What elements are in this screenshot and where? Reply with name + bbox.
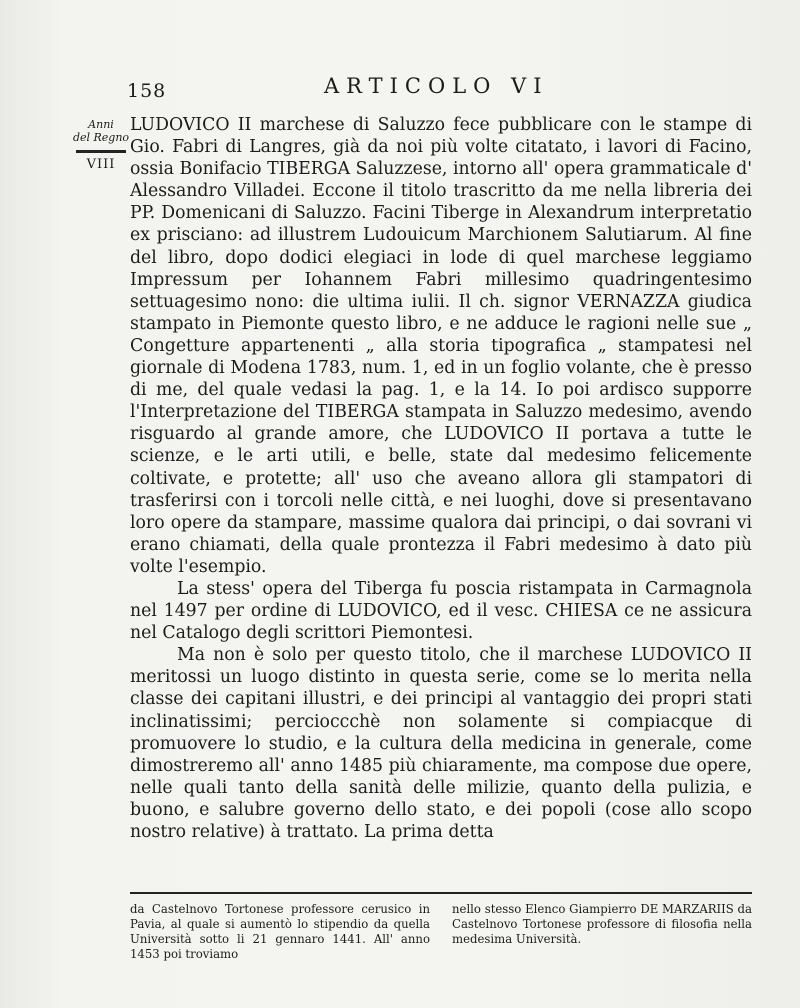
footnote-left: da Castelnovo Tortonese professore cerusico in Pavia, al quale si aumentò lo stipendio da quella Università sotto li 21 gennaro 1441. All' anno 1453 poi troviamo: [130, 902, 430, 961]
page-number: 158: [127, 80, 167, 102]
paragraph-1: LUDOVICO II marchese di Saluzzo fece pubblicare con le stampe di Gio. Fabri di Langres, già da noi più volte citatato, i lavori di Facino, ossia Bonifacio TIBERGA Saluzzese, intorno all' opera grammaticale d' Alessandro Villadei. Eccone il titolo trascritto da me nella libreria dei PP. Domenicani di Saluzzo. Facini Tiberge in Alexandrum interpretatio ex prisciano: ad illustrem Ludouicum Marchionem Salutiarum. Al fine del libro, dopo dodici elegiaci in lode di quel marchese leggiamo Impressum per Iohannem Fabri millesimo quadringentesimo settuagesimo nono: die ultima iulii. Il ch. signor VERNAZZA giudica stampato in Piemonte questo libro, e ne adduce le ragioni nelle sue „ Congetture appartenenti „ alla storia tipografica „ stampatesi nel giornale di Modena 1783, num. 1, ed in un foglio volante, che è presso di me, del quale vedasi la pag. 1, e la 14. Io poi ardisco supporre l'Interpretazione del TIBERGA stampata in Saluzzo medesimo, avendo risguardo al grande amore, che LUDOVICO II portava a tutte le scienze, e le arti utili, e belle, state dal medesimo felicemente coltivate, e protette; all' uso che aveano allora gli stampatori di trasferirsi con i torcoli nelle città, e nei luoghi, dove si presentavano loro opere da stampare, massime qualora dai principi, o dai sovrani vi erano chiamati, della quale prontezza il Fabri medesimo à dato più volte l'esempio.: [130, 115, 752, 577]
margin-note-year: VIII: [86, 157, 116, 172]
paragraph-2: La stess' opera del Tiberga fu poscia ristampata in Carmagnola nel 1497 per ordine di LUDOVICO, ed il vesc. CHIESA ce ne assicura nel Catalogo degli scrittori Piemontesi.: [130, 578, 752, 644]
body-text: [130, 114, 752, 843]
margin-note: [70, 118, 132, 171]
margin-divider: [76, 150, 126, 153]
footnote-divider: [130, 892, 752, 894]
margin-note-line2: del Regno: [72, 131, 130, 144]
footnote-right: nello stesso Elenco Giampierro DE MARZARIIS da Castelnovo Tortonese professore di filosofia nella medesima Università.: [452, 902, 752, 946]
margin-note-line1: Anni: [88, 118, 114, 131]
paragraph-3: Ma non è solo per questo titolo, che il marchese LUDOVICO II meritossi un luogo distinto in questa serie, come se lo merita nella classe dei capitani illustri, e dei principi al vantaggio dei propri stati inclinatissimi; percioccchè non solamente si compiacque di promuovere lo studio, e la cultura della medicina in generale, come dimostreremo all' anno 1485 più chiaramente, ma compose due opere, nelle quali tanto della sanità delle milizie, quanto della pulizia, e buono, e salubre governo dello stato, e dei popoli (cose allo scopo nostro relative) à trattato. La prima detta: [130, 645, 752, 842]
chapter-title: ARTICOLO VI: [324, 74, 549, 98]
